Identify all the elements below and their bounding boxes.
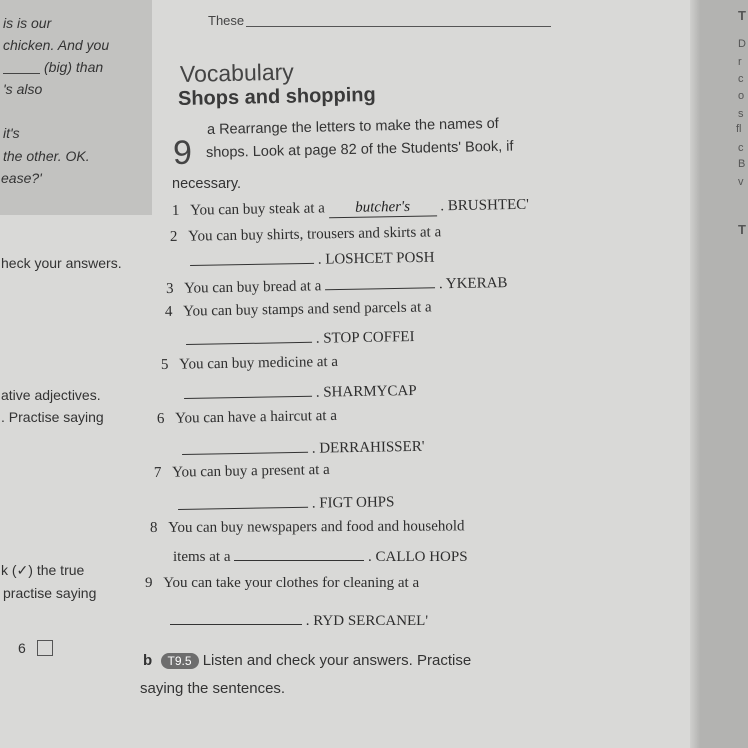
item-number: 5 — [160, 356, 169, 373]
left-adjectives-1: ative adjectives. — [1, 387, 101, 403]
item-7-answer-row — [178, 491, 395, 515]
item-7 — [154, 462, 330, 482]
left-line-7: ease?' — [1, 170, 42, 186]
anagram-clue: . RYD SERCANEL' — [305, 613, 429, 629]
item-3 — [166, 272, 508, 298]
item-6-answer-row — [182, 436, 425, 460]
anagram-clue: . LOSHCET POSH — [317, 249, 435, 268]
anagram-clue: . STOP COFFEI — [315, 329, 415, 347]
left-check-answers: heck your answers. — [1, 255, 122, 271]
item-number: 8 — [149, 519, 158, 536]
left-blank-line — [3, 73, 40, 74]
item-8-answer-row — [173, 546, 468, 566]
item-9 — [145, 575, 419, 592]
section-subtitle: Shops and shopping — [177, 83, 376, 110]
left-line-2: chicken. And you — [3, 37, 110, 53]
right-edge-letter: fl — [736, 123, 742, 135]
anagram-clue: . BRUSHTEC' — [440, 196, 530, 215]
item-number: 2 — [169, 228, 178, 245]
top-these-label: These — [208, 13, 245, 28]
part-a-label: a — [206, 121, 216, 138]
answer-field-5[interactable] — [184, 382, 312, 399]
exercise-number: 9 — [173, 134, 192, 172]
top-answer-line — [246, 26, 551, 27]
item-number: 4 — [164, 303, 173, 320]
item-number: 1 — [171, 202, 180, 219]
item-6 — [157, 408, 337, 428]
left-line-3: (big) than — [44, 59, 104, 75]
item-4 — [165, 299, 432, 321]
item-text: You can have a haircut at a — [175, 407, 338, 427]
item-5-answer-row — [184, 380, 417, 404]
right-edge-letter: T — [738, 222, 746, 237]
item-text: You can buy stamps and send parcels at a — [183, 299, 432, 320]
right-edge-letter: s — [738, 108, 744, 120]
instruction-text-1: Rearrange the letters to make the names of — [218, 115, 499, 138]
item-2-answer-row — [190, 247, 435, 271]
right-edge-letter: o — [738, 90, 745, 102]
answer-field-6[interactable] — [182, 438, 308, 455]
part-b-text-1: Listen and check your answers. Practise — [202, 652, 472, 669]
anagram-clue: . SHARMYCAP — [315, 382, 417, 401]
item-number: 3 — [165, 280, 174, 297]
item-5 — [161, 354, 338, 374]
left-line-6: the other. OK. — [3, 148, 90, 164]
anagram-clue: . CALLO HOPS — [367, 549, 468, 565]
anagram-clue: . DERRAHISSER' — [311, 438, 425, 457]
left-tick-true: k (✓) the true — [1, 562, 85, 578]
item-number: 9 — [145, 575, 153, 591]
right-edge-letter: c — [738, 142, 744, 154]
part-b-line-2: saying the sentences. — [140, 680, 286, 697]
item-4-answer-row — [186, 326, 415, 350]
answer-field-7[interactable] — [178, 493, 308, 510]
answer-field-3[interactable] — [325, 273, 435, 290]
right-edge-letter: T — [738, 8, 746, 23]
instruction-line-3: necessary. — [172, 176, 242, 192]
item-number: 7 — [153, 464, 162, 481]
item-text: You can buy shirts, trousers and skirts at a — [188, 224, 442, 245]
left-line-5: it's — [3, 125, 20, 141]
left-practise-saying: practise saying — [3, 585, 97, 601]
section-title: Vocabulary — [179, 58, 295, 87]
item-1 — [172, 197, 529, 221]
item-text: You can buy bread at a — [184, 278, 322, 297]
right-edge-letter: r — [738, 56, 742, 68]
right-edge-letter: B — [738, 158, 746, 170]
part-b-label: b — [143, 652, 153, 669]
item-9-answer-row — [170, 610, 428, 630]
item-text: You can buy a present at a — [172, 461, 330, 481]
item-8 — [150, 518, 465, 537]
answer-field-8[interactable] — [234, 546, 364, 561]
part-b-line-1 — [143, 652, 471, 669]
item-text: You can take your clothes for cleaning at a — [163, 575, 420, 591]
score-checkbox[interactable] — [37, 640, 53, 656]
handwritten-answer: butcher's — [355, 198, 411, 216]
answer-field-1[interactable] — [328, 198, 436, 218]
left-line-1: is is our — [3, 15, 52, 31]
item-text-continued: items at a — [173, 549, 231, 565]
score-number: 6 — [18, 640, 26, 656]
item-text: You can buy newspapers and food and household — [168, 518, 465, 536]
item-text: You can buy steak at a — [190, 200, 326, 219]
item-2 — [170, 224, 442, 246]
answer-field-2[interactable] — [190, 249, 314, 266]
anagram-clue: . FIGT OHPS — [311, 494, 395, 512]
left-adjectives-2: . Practise saying — [1, 409, 104, 425]
right-edge-letter: c — [738, 73, 744, 85]
instruction-line-2: shops. Look at page 82 of the Students' Book, if — [205, 138, 514, 161]
item-number: 6 — [156, 410, 165, 427]
track-badge: T9.5 — [161, 653, 199, 669]
left-line-4: 's also — [3, 81, 43, 97]
right-edge-letter: D — [738, 38, 746, 50]
item-text: You can buy medicine at a — [179, 353, 339, 373]
instruction-line-1 — [207, 116, 499, 138]
answer-field-9[interactable] — [170, 610, 302, 625]
anagram-clue: . YKERAB — [438, 275, 508, 293]
answer-field-4[interactable] — [186, 328, 312, 345]
right-edge-letter: v — [738, 176, 744, 188]
